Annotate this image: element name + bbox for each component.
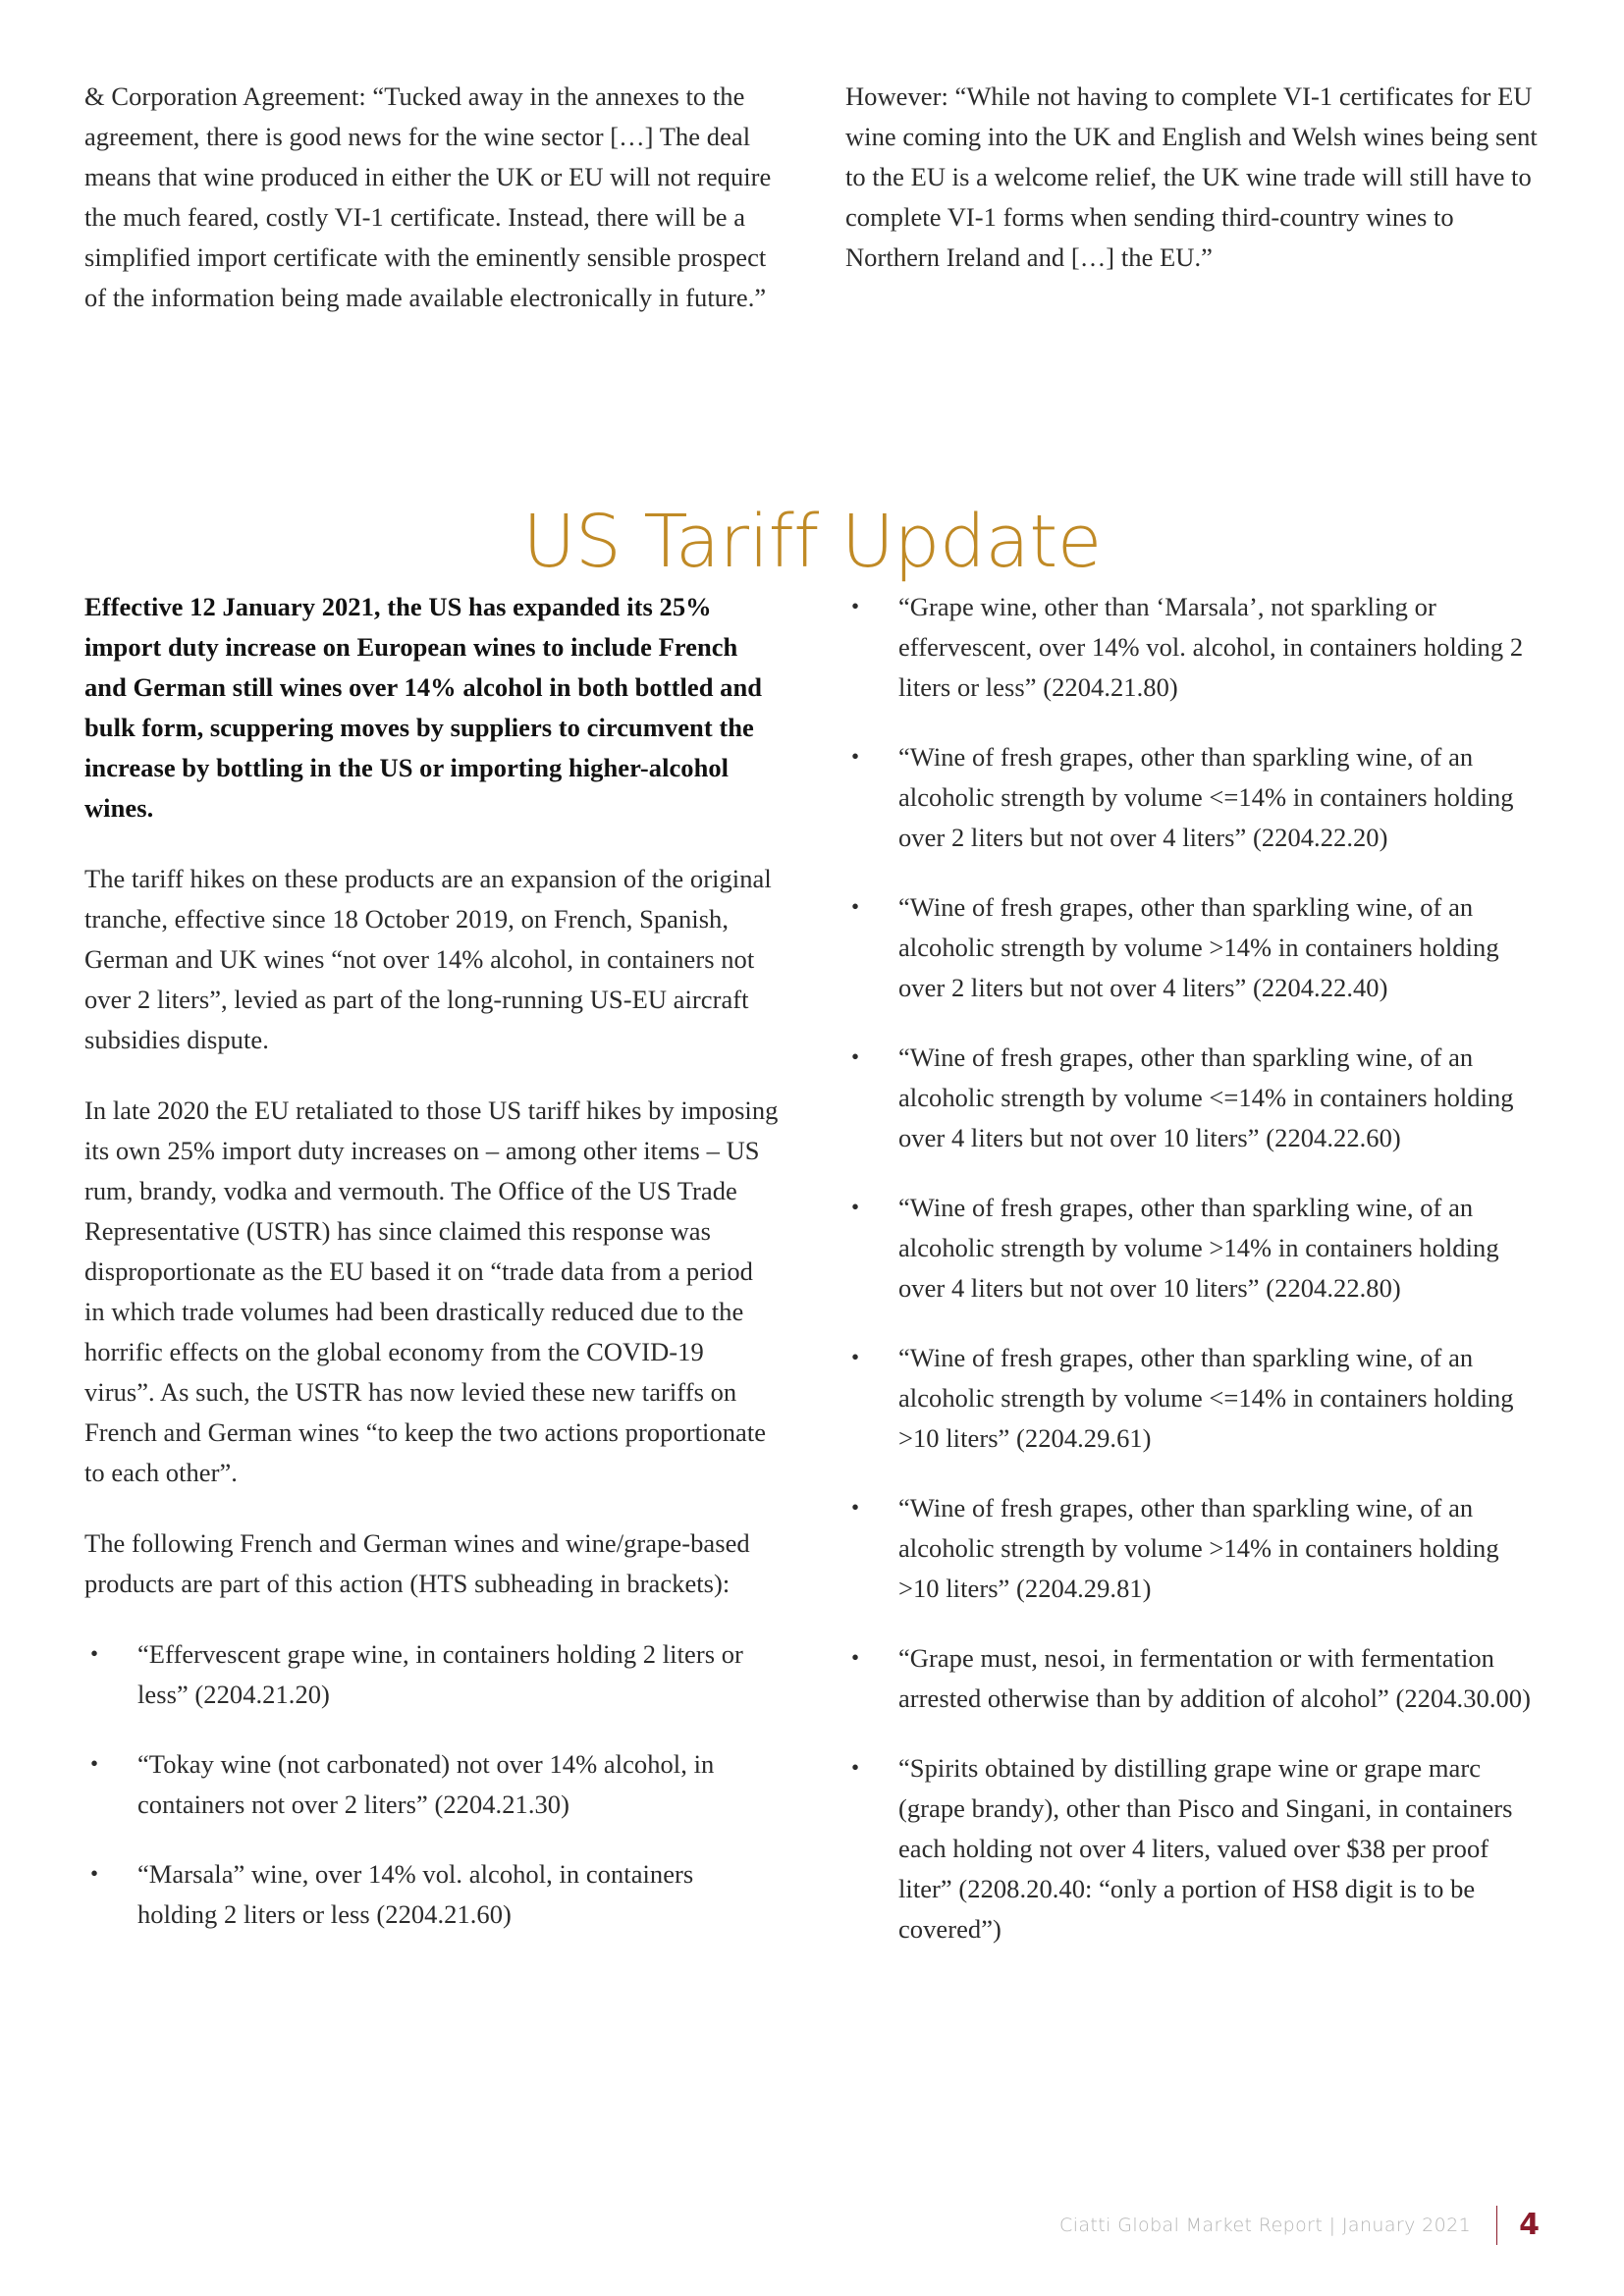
list-item: • “Wine of fresh grapes, other than sparkling wine, of an alcoholic strength by volume <=14% in containers holding over 4 liters but not over 10 liters” (2204.22.60): [845, 1038, 1540, 1158]
list-item: • “Wine of fresh grapes, other than sparkling wine, of an alcoholic strength by volume >14% in containers holding over 4 liters but not over 10 liters” (2204.22.80): [845, 1188, 1540, 1308]
list-item: • “Wine of fresh grapes, other than sparkling wine, of an alcoholic strength by volume <=14% in containers holding over 2 liters but not over 4 liters” (2204.22.20): [845, 737, 1540, 858]
left-bullet-list: [84, 1634, 779, 1935]
top-right-paragraph: However: “While not having to complete VI-1 certificates for EU wine coming into the UK and English and Welsh wines being sent to the EU is a welcome relief, the UK wine trade will still have to complete VI-1 forms when sending third-country wines to Northern Ireland and […] the EU.”: [845, 81, 1538, 272]
list-item: • “Wine of fresh grapes, other than sparkling wine, of an alcoholic strength by volume >14% in containers holding >10 liters” (2204.29.81): [845, 1488, 1540, 1609]
list-item: • “Effervescent grape wine, in containers holding 2 liters or less” (2204.21.20): [84, 1634, 779, 1715]
list-item: • “Tokay wine (not carbonated) not over 14% alcohol, in containers not over 2 liters” (2204.21.30): [84, 1744, 779, 1825]
list-item: • “Wine of fresh grapes, other than sparkling wine, of an alcoholic strength by volume <=14% in containers holding >10 liters” (2204.29.61): [845, 1338, 1540, 1459]
page-footer: [1059, 2206, 1540, 2245]
list-item: • “Grape must, nesoi, in fermentation or with fermentation arrested otherwise than by addition of alcohol” (2204.30.00): [845, 1638, 1540, 1719]
left-paragraph-2: In late 2020 the EU retaliated to those US tariff hikes by imposing its own 25% import duty increases on – among other items – US rum, brandy, vodka and vermouth. The Office of the US Trade Representative (USTR) has since claimed this response was disproportionate as the EU based it on “trade data from a period in which trade volumes had been drastically reduced due to the horrific effects on the global economy from the COVID-19 virus”. As such, the USTR has now levied these new tariffs on French and German wines “to keep the two actions proportionate to each other”.: [84, 1095, 779, 1487]
main-right-column: [845, 587, 1540, 1979]
section-title: US Tariff Update: [522, 499, 1102, 584]
left-paragraph-1: The tariff hikes on these products are an expansion of the original tranche, effective since 18 October 2019, on French, Spanish, German and UK wines “not over 14% alcohol, in containers not over 2 liters”, levied as part of the long-running US-EU aircraft subsidies dispute.: [84, 864, 772, 1054]
list-item: • “Grape wine, other than ‘Marsala’, not sparkling or effervescent, over 14% vol. alcohol, in containers holding 2 liters or less” (2204.21.80): [845, 587, 1540, 708]
top-left-paragraph: & Corporation Agreement: “Tucked away in the annexes to the agreement, there is good news for the wine sector […] The deal means that wine produced in either the UK or EU will not require the much feared, costly VI-1 certificate. Instead, there will be a simplified import certificate with the eminently sensible prospect of the information being made available electronically in future.”: [84, 81, 772, 312]
footer-report-label: Ciatti Global Market Report | January 2021: [1059, 2215, 1472, 2236]
list-item: • “Wine of fresh grapes, other than sparkling wine, of an alcoholic strength by volume >14% in containers holding over 2 liters but not over 4 liters” (2204.22.40): [845, 887, 1540, 1008]
top-left-column: [84, 77, 779, 348]
page-number: 4: [1519, 2208, 1540, 2242]
right-bullet-list: [845, 587, 1540, 1949]
list-item: • “Marsala” wine, over 14% vol. alcohol, in containers holding 2 liters or less (2204.21.60): [84, 1854, 779, 1935]
footer-divider: [1496, 2206, 1497, 2245]
main-columns: [84, 587, 1540, 1979]
main-left-column: [84, 587, 779, 1979]
lede-paragraph: Effective 12 January 2021, the US has expanded its 25% import duty increase on European wines to include French and German still wines over 14% alcohol in both bottled and bulk form, scuppering moves by suppliers to circumvent the increase by bottling in the US or importing higher-alcohol wines.: [84, 592, 763, 823]
top-right-column: [845, 77, 1540, 348]
top-continuation-columns: [84, 77, 1540, 348]
list-item: • “Spirits obtained by distilling grape wine or grape marc (grape brandy), other than Pisco and Singani, in containers each holding not over 4 liters, valued over $38 per proof liter” (2208.20.40: “only a portion of HS8 digit is to be covered”): [845, 1748, 1540, 1949]
left-paragraph-3: The following French and German wines and wine/grape-based products are part of this action (HTS subheading in brackets):: [84, 1528, 750, 1598]
